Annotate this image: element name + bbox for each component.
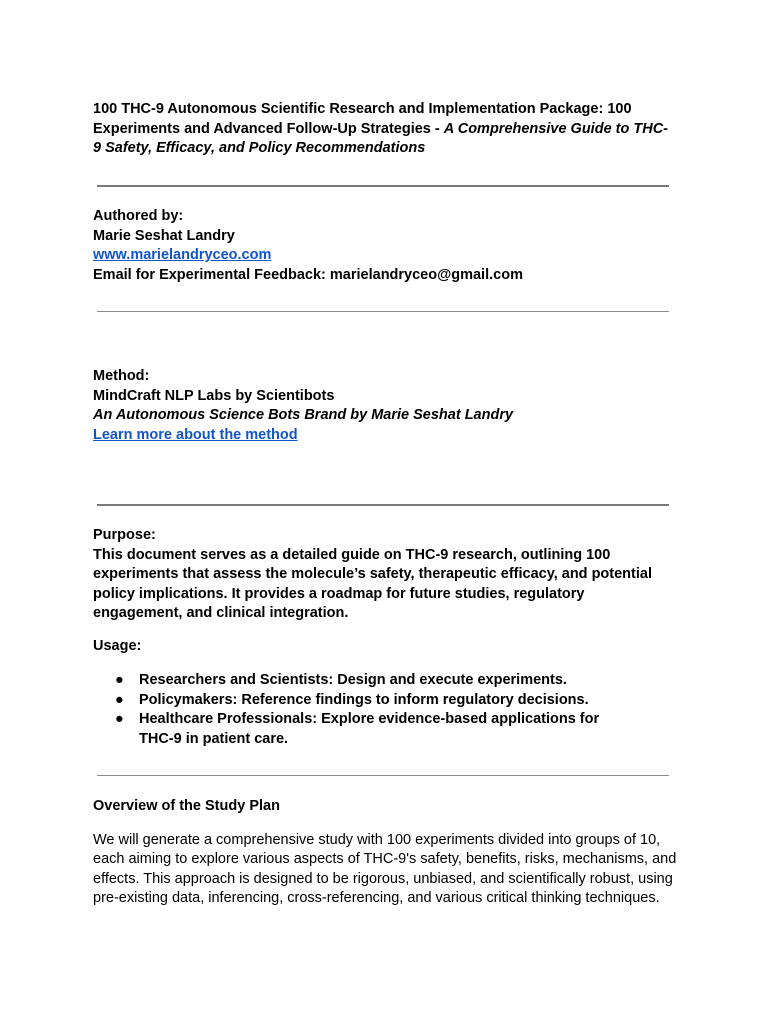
divider-2: [97, 311, 669, 312]
purpose-section: [93, 526, 673, 624]
overview-heading: Overview of the Study Plan: [93, 798, 280, 814]
divider-1: [97, 185, 669, 187]
usage-item-text: Healthcare Professionals: Explore evidence-based applications for THC-9 in patient care.: [139, 711, 600, 747]
divider-3: [97, 504, 669, 506]
method-name: MindCraft NLP Labs by Scientibots: [93, 387, 335, 404]
usage-list: [93, 671, 673, 749]
overview-body: [93, 831, 677, 908]
author-name: Marie Seshat Landry: [93, 227, 235, 244]
usage-item-text: Policymakers: Reference findings to inform regulatory decisions.: [139, 691, 589, 708]
purpose-label: Purpose:: [93, 527, 156, 543]
author-section: [93, 207, 673, 285]
overview-section: [93, 797, 673, 817]
divider-4: [97, 775, 669, 776]
document-title: [93, 100, 673, 159]
usage-list-wrap: [93, 671, 673, 749]
method-tagline: An Autonomous Science Bots Brand by Marie Seshat Landry: [93, 407, 514, 423]
bullet-icon: ●: [115, 672, 124, 688]
method-learn-more-link[interactable]: Learn more about the method: [93, 426, 298, 443]
title-subtitle: A Comprehensive Guide to THC-9 Safety, Efficacy, and Policy Recommendations: [93, 120, 668, 156]
method-label: Method:: [93, 368, 150, 384]
list-item: [93, 671, 673, 691]
usage-label: Usage:: [93, 638, 142, 654]
list-item: [93, 691, 673, 711]
bullet-icon: ●: [115, 691, 124, 708]
usage-item-text: Researchers and Scientists: Design and execute experiments.: [139, 672, 567, 688]
list-item: [93, 710, 629, 749]
author-website-link[interactable]: www.marielandryceo.com: [93, 247, 272, 263]
bullet-icon: ●: [115, 711, 124, 727]
author-label: Authored by:: [93, 208, 184, 224]
title-main: 100 THC-9 Autonomous Scientific Research and Implementation Package: 100 Experiments and Advanced Follow-Up Strategies -: [93, 101, 632, 137]
method-section: [93, 367, 673, 445]
usage-section: [93, 637, 673, 657]
author-email: Email for Experimental Feedback: marielandryceo@gmail.com: [93, 266, 523, 283]
purpose-text: This document serves as a detailed guide on THC-9 research, outlining 100 experiments that assess the molecule’s safety, therapeutic efficacy, and potential policy implications. It provides a roadmap for future studies, regulatory engagement, and clinical integration.: [93, 546, 652, 621]
overview-text: We will generate a comprehensive study with 100 experiments divided into groups of 10, each aiming to explore various aspects of THC-9's safety, benefits, risks, mechanisms, and effects. This approach is designed to be rigorous, unbiased, and scientifically robust, using pre-existing data, inferencing, cross-referencing, and various critical thinking techniques.: [93, 832, 677, 906]
